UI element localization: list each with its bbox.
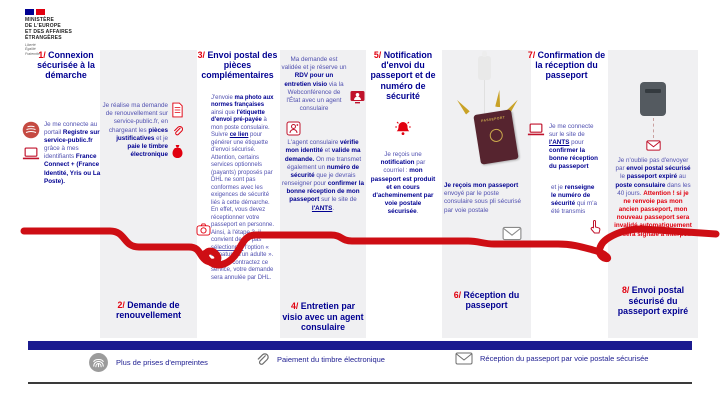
step-2-body — [102, 102, 168, 159]
text-segment: le — [620, 173, 627, 181]
text-segment: renseigne le numéro de sécurité — [551, 183, 595, 207]
text-segment: par courriel : — [383, 159, 426, 175]
dashed-connector — [653, 118, 654, 138]
footer-rule — [28, 382, 692, 384]
mailbox-icon — [640, 82, 666, 116]
step-title-text: Demande de renouvellement — [115, 299, 182, 320]
step-number: 3/ — [197, 50, 205, 60]
step-4-title — [281, 301, 365, 332]
camera-icon — [196, 223, 211, 236]
footer-navy-bar — [28, 341, 692, 350]
step-7-body-2 — [551, 184, 601, 217]
passport-graphic — [444, 50, 529, 182]
text-segment: notification — [380, 159, 415, 167]
step-title-text: Notification d'envoi du passeport et de numéro de sécurité — [370, 50, 436, 101]
step-title-text: Réception du passeport — [463, 289, 520, 310]
text-segment: mon passeport est produit et en cours d'acheminement par voie postale sécurisée — [370, 167, 436, 216]
step-5-body — [370, 151, 436, 216]
step-title-text: Envoi postal des pièces complémentaires — [201, 50, 278, 81]
text-segment: l'étiquette d'envoi pré-payée — [211, 109, 265, 124]
text-segment: confirmer la bonne réception de mon passeport — [286, 180, 364, 204]
text-segment: vérifie mon identité — [285, 139, 359, 155]
text-segment: grâce à mes identifiants — [44, 145, 79, 161]
text-segment: RDV pour un entretien visio — [284, 72, 334, 88]
french-flag-icon — [25, 9, 105, 15]
passport-book — [473, 109, 518, 164]
text-segment: Je réalise ma demande de renouvellement sur service-public.fr, en chargeant les — [102, 102, 168, 134]
step-5 — [366, 50, 440, 338]
text-segment: . — [332, 204, 335, 212]
legend-label: Plus de prises d'empreintes — [116, 358, 208, 367]
step-number: 5/ — [373, 50, 382, 60]
text-segment: Je me connecte au portail — [44, 120, 98, 136]
ministry-line: ET DES AFFAIRES — [25, 29, 72, 35]
step-4-body-1 — [281, 56, 347, 113]
laptop-icon — [22, 147, 40, 160]
text-segment: dans les 40 jours. — [617, 181, 691, 197]
step-1 — [22, 50, 110, 338]
document-icon — [171, 102, 184, 118]
step-7 — [527, 50, 606, 338]
text-segment: l'option « signature d'un adulte ». Si vous contractez ce service, votre demande sera annulée par DHL. — [211, 244, 274, 281]
step-number: 8/ — [621, 285, 630, 296]
motto-line: Fraternité — [25, 51, 40, 56]
inline-link[interactable]: l'ANTS — [311, 204, 333, 212]
ministry-line: MINISTÈRE — [25, 17, 55, 23]
ministry-logo — [25, 9, 105, 56]
text-segment: paie le timbre électronique — [127, 142, 168, 159]
step-1-body — [44, 121, 106, 186]
text-segment: Je reçois mon passeport — [444, 182, 519, 189]
paperclip-icon — [197, 249, 209, 261]
legend-item-fingerprints — [88, 352, 208, 373]
legend-label: Réception du passeport par voie postale sécurisée — [480, 354, 649, 363]
id-verification-icon — [286, 121, 301, 136]
text-segment: J'envoie — [211, 94, 235, 101]
alarm-bell-icon — [394, 119, 412, 137]
text-segment: envoyé par le poste consulaire sous pli sécurisé par voie postale — [444, 190, 521, 214]
step-number: 1/ — [38, 50, 46, 60]
text-segment: Ma demande est validée et je réserve un — [281, 56, 347, 72]
step-4-body-2 — [281, 139, 365, 213]
text-segment: valide ma demande. — [284, 147, 361, 163]
text-segment: confirmer la bonne réception du passeport — [549, 147, 598, 171]
envelope-icon — [646, 140, 661, 151]
step-6-body — [444, 182, 522, 215]
courier-ghost-figure — [478, 56, 491, 80]
text-segment: qui m'a été transmis — [551, 199, 598, 216]
burst-ray — [455, 98, 470, 114]
step-6-title — [444, 290, 529, 310]
envelope-icon — [455, 352, 473, 365]
text-segment: et je — [551, 183, 565, 191]
text-segment: numéro de sécurité — [290, 163, 360, 179]
paperclip-icon — [172, 125, 184, 137]
step-3-title — [197, 50, 278, 81]
step-8-title — [610, 285, 696, 316]
step-7-body-1 — [549, 123, 601, 172]
step-number: 4/ — [290, 301, 299, 312]
inline-link[interactable]: l'ANTS — [549, 138, 570, 146]
step-5-title — [366, 50, 440, 101]
motto-line: Égalité — [25, 47, 36, 52]
step-number: 7/ — [527, 50, 536, 60]
text-segment: On me transmet également un — [286, 155, 362, 171]
envelope-icon — [502, 226, 522, 241]
hand-cursor-icon — [589, 220, 601, 234]
step-8-body — [613, 157, 693, 239]
legend-label: Paiement du timbre électronique — [277, 355, 385, 364]
legend-item-timbre — [255, 352, 385, 367]
text-segment: poste consulaire — [615, 181, 666, 189]
text-segment: à mon poste consulaire. Suivre — [211, 117, 270, 139]
paperclip-icon — [255, 352, 270, 367]
step-title-text: Connexion sécurisée à la démarche — [37, 50, 95, 81]
text-segment: pièces justificatives — [116, 126, 168, 142]
motto-line: Liberté — [25, 43, 36, 47]
money-bag-icon — [171, 144, 184, 159]
step-2-title — [102, 300, 195, 320]
step-title-text: Entretien par visio avec un agent consulaire — [282, 301, 364, 332]
laptop-icon — [527, 123, 545, 136]
step-8 — [610, 50, 696, 338]
text-segment: Je n'oublie pas d'envoyer par — [615, 157, 689, 173]
text-segment: ma photo aux normes françaises — [211, 94, 274, 109]
legend-item-reception — [455, 352, 648, 365]
passport-emblem — [488, 128, 503, 143]
text-segment: Je reçois une — [384, 151, 422, 159]
step-2 — [102, 50, 195, 338]
text-segment: passeport expiré — [626, 173, 678, 181]
republic-motto — [25, 43, 105, 56]
text-segment: au — [677, 173, 686, 181]
text-segment: Registre sur service-public.fr — [44, 128, 100, 144]
text-segment: via la Webconférence de l'État avec un agent consulaire — [286, 80, 344, 113]
inline-link[interactable]: sélectionner — [211, 244, 244, 251]
step-3-body — [197, 95, 278, 283]
step-3 — [197, 50, 278, 338]
step-4 — [281, 50, 365, 338]
text-segment: que je devrais renseigner pour — [282, 171, 356, 188]
step-number: 6/ — [453, 289, 462, 300]
passport-word: PASSEPORT — [480, 115, 506, 124]
text-segment: Attention ! si je ne renvoie pas mon ancien passeport, mon nouveau passeport sera invalidé automatiquement et sera signalé à Interpol. — [614, 189, 692, 238]
text-segment: et je — [154, 134, 168, 142]
text-segment: . — [416, 208, 419, 216]
step-title-text: Envoi postal sécurisé du passeport expiré — [617, 285, 689, 316]
step-title-text: Confirmation de la réception du passeport — [535, 50, 606, 81]
inline-link[interactable]: ce lien — [229, 132, 249, 139]
step-number: 2/ — [117, 299, 125, 310]
step-6 — [444, 50, 529, 338]
text-segment: et — [322, 147, 332, 155]
ministry-line: ÉTRANGÈRES — [25, 35, 62, 41]
text-segment: pour — [569, 138, 584, 146]
text-segment: envoi postal sécurisé — [626, 165, 691, 173]
text-segment: Je me connecte sur le site de — [549, 122, 594, 138]
burst-ray — [495, 90, 502, 107]
text-segment: pour générer une étiquette d'envoi sécurisé. Attention, certains services optionnels (payants) proposés par DHL ne sont pas conformes avec les exigences de sécurité liés à cette démarche. En effet, vous devez réceptionner votre passeport en personne. Ainsi, à l'étape 3, il convient de ne pas — [211, 132, 275, 244]
text-segment: France Connect + — [44, 153, 97, 169]
ministry-line: DE L'EUROPE — [25, 23, 61, 29]
fingerprint-icon — [88, 352, 109, 373]
step-7-title — [527, 50, 606, 81]
text-segment: sur le site de — [319, 196, 357, 204]
ministry-name — [25, 17, 105, 41]
text-segment: L'agent consulaire — [287, 139, 341, 147]
text-segment: (France Identité, Yris ou La Poste). — [44, 161, 101, 185]
franceconnect-seal-icon — [22, 121, 40, 139]
text-segment: ainsi que — [211, 109, 237, 116]
video-call-icon — [350, 90, 365, 104]
